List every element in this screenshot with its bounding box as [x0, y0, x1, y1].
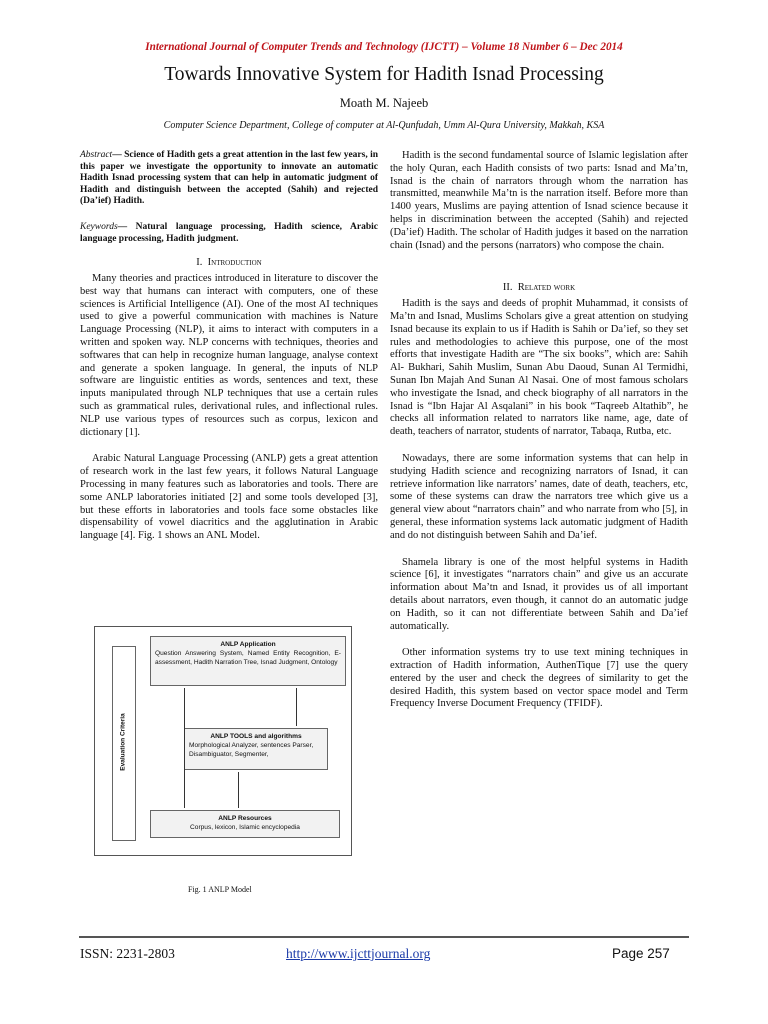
anlp-application-box [150, 636, 346, 686]
journal-header: International Journal of Computer Trends and Technology (IJCTT) – Volume 18 Number 6 – Dec 2014 [145, 41, 623, 53]
anlp-tools-body: Morphological Analyzer, sentences Parser, Disambiguator, Segmenter, [189, 742, 314, 758]
related-paragraph-1: Hadith is the says and deeds of prophit Muhammad, it consists of Ma’tn and Isnad, Muslims Scholars give a great attention on studying Isnad because its explain to us if Hadith is Sahih or Da’ief, so they set rules and methodologies to achieve this purpose, one of the most efforts that investigate Hadith are “The six books”, which are: Sahih Al- Bukhari, Sahih Muslim, Sunan Abu Daoud, Sunan Al Termidhi, Sunan Ibn Majah And Sunan Al Nasai. One of most famous scholars who investigate the Isnad, and check biography of all narrators in the Isnad is “Ibn Hajar Al Asqalani” in his book “Taqreeb Altathib”, he checks all information related to narrators like name, age, date of death, teachers of narrator, students of narrator, Tabaqa, Rutba, etc. [390, 298, 688, 438]
footer-journal-link[interactable]: http://www.ijcttjournal.org [286, 946, 431, 961]
abstract-label: Abstract [80, 150, 113, 160]
author-name: Moath M. Najeeb [339, 96, 429, 110]
paper-title: Towards Innovative System for Hadith Isnad Processing [164, 64, 604, 85]
footer-issn: ISSN: 2231-2803 [80, 946, 175, 961]
keywords [80, 222, 378, 245]
intro-paragraph-3: Hadith is the second fundamental source of Islamic legislation after the holy Quran, each Hadith consists of two parts: Isnad and Ma’tn, Isnad is the chain of narrators through whom the narration has transmitted, meanwhile Ma’tn is the narration itself. Before more than 1400 years, Muslims are paying attention of Isnad science because it helps in discrimination between the accepted (Sahih) and rejected (Da’ief) Hadith. The scholar of Hadith judges it based on the narration chain (Isnad) and the persons (narrators) who compose the chain. [390, 150, 688, 251]
keywords-label: Keywords [80, 221, 118, 232]
arrow-tools-resources [238, 772, 239, 808]
anlp-resources-body: Corpus, lexicon, Islamic encyclopedia [190, 824, 300, 831]
intro-paragraph-1: Many theories and practices introduced in literature to discover the best way that humans can interact with computers, one of these sciences is Artificial Intelligence (AI). One of the most AI techniques used to give a powerful communication with machines is Nature Language Processing (NLP), it aims to interact with computers in a written and spoken way. NLP concerns with techniques, theories and softwares that can help in recognize human language, analyse context and generate a spoken language. In general, the inputs of NLP software are linguistic entities as words, sentences and text, these inputs manipulated through NLP techniques that use a certain rules such as grammatical rules, derivational rules, and inflectional rules. NLP use various types of resources such as corpus, lexicon and dictionary [1]. [80, 272, 378, 438]
intro-paragraph-2: Arabic Natural Language Processing (ANLP) gets a great attention of research work in the last few years, it follows Natural Language Processing in many features such as laboratories and tools. There are some ANLP laboratories initiated [2] and some tools developed [3], but these efforts in laboratories and tools face some obstacles like dispensability of vowel diacritics and the agglutination in Arabic language [4]. Fig. 1 shows an ANL Model. [80, 453, 378, 542]
anlp-resources-box [150, 810, 340, 838]
anlp-application-body: Question Answering System, Named Entity Recognition, E-assessment, Hadith Narration Tree, Isnad Judgment, Ontology [155, 650, 341, 666]
related-paragraph-3: Shamela library is one of the most helpful systems in Hadith science [6], it investigates “narrators chain” and give us an accurate information about Ma’tn and Isnad, it provides us of all important details about narrators, even though, it cannot do an automatic judge on Hadith, so it can not differentiate between Sahih and Da’ief automatically. [390, 556, 688, 632]
right-column [390, 150, 688, 711]
keywords-text: — Natural language processing, Hadith science, Arabic language processing, Hadith judgment. [80, 221, 378, 244]
section-heading-related-work: II. Related work [502, 282, 576, 294]
anlp-tools-title: ANLP TOOLS and algorithms [210, 733, 302, 740]
abstract-text: — Science of Hadith gets a great attention in the last few years, in this paper we investigate the opportunity to innovate an automatic Hadith Isnad processing system that can help in automatic judgment of Hadith and distinguish between the accepted (Sahih) and rejected (Da’ief) Hadith. [80, 150, 378, 207]
abstract [80, 150, 378, 208]
footer-rule [79, 936, 689, 938]
anlp-application-title: ANLP Application [220, 641, 276, 648]
anlp-resources-title: ANLP Resources [218, 815, 272, 822]
section-heading-introduction: I. Introduction [196, 257, 262, 269]
footer-page-number: Page 257 [612, 946, 670, 961]
figure-caption: Fig. 1 ANLP Model [188, 885, 252, 894]
author-affiliation: Computer Science Department, College of computer at Al-Qunfudah, Umm Al-Qura University, Makkah, KSA [163, 120, 605, 131]
related-paragraph-2: Nowadays, there are some information systems that can help in studying Hadith science and recognizing narrators of Isnad, it can retrieve information like narrators’ names, date of death, teachers, etc, some of these systems can draw the narrators tree which give us a general view about “narrators chain” and who narrate from who [5], in general, these information systems lack automatic judgment of Hadith and do not distinguish between Sahih and Da’ief. [390, 452, 688, 541]
arrow-evaluation-resources [184, 688, 185, 808]
left-column [80, 150, 378, 543]
arrow-application-tools [296, 688, 297, 726]
related-paragraph-4: Other information systems try to use text mining techniques in extraction of Hadith information, AuthenTique [7] use the query entered by the user and check the degrees of similarity to get the desired Hadith, this system based on vector space model and Term Frequency Inverse Document Frequency (TFIDF). [390, 647, 688, 710]
evaluation-criteria-label: Evaluation Criteria [119, 713, 127, 771]
anlp-tools-box [184, 728, 328, 770]
